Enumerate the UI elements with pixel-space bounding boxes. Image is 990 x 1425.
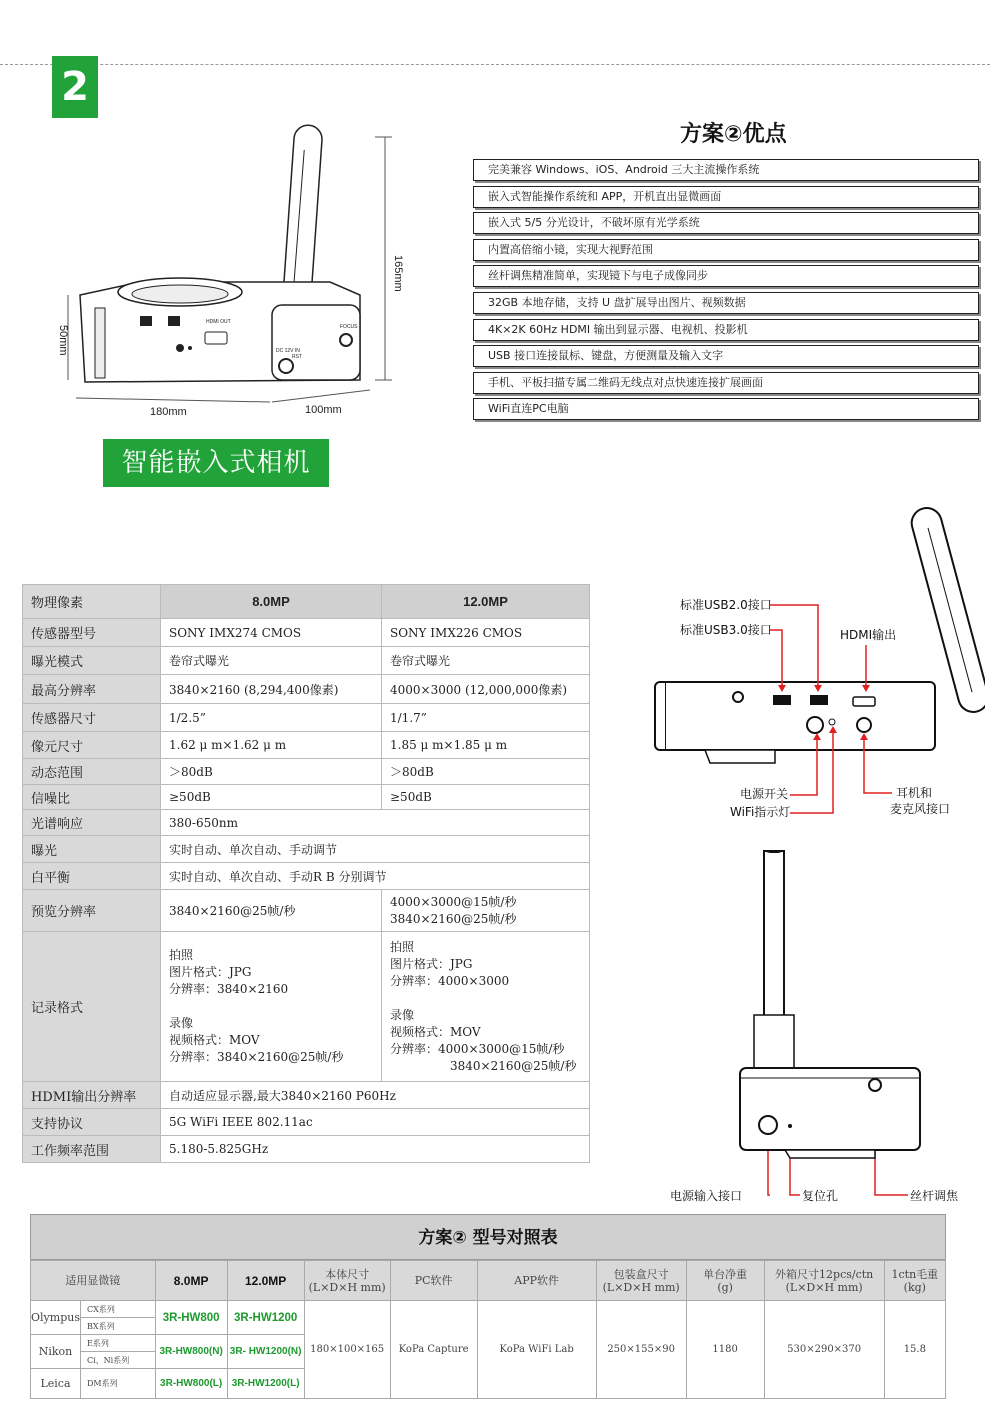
model-comparison bbox=[30, 1214, 946, 1399]
height-label: 165mm bbox=[392, 255, 404, 292]
spec-value: ＞80dB bbox=[382, 759, 590, 785]
header-12mp: 12.0MP bbox=[227, 1261, 304, 1301]
spec-header-12mp: 12.0MP bbox=[382, 585, 590, 619]
spec-value-line: 4000×3000@15帧/秒 bbox=[390, 894, 517, 909]
advantages-list bbox=[473, 159, 979, 425]
spec-value bbox=[161, 932, 382, 1082]
spec-label: 动态范围 bbox=[23, 759, 161, 785]
callout-usb3: 标准USB3.0接口 bbox=[680, 623, 772, 637]
callout-wifi-led: WiFi指示灯 bbox=[730, 805, 791, 819]
spec-value-line: 图片格式：JPG bbox=[390, 956, 473, 971]
callout-power-input: 电源输入接口 bbox=[670, 1189, 743, 1203]
callout-audio-line2: 麦克风接口 bbox=[890, 802, 951, 816]
callout-audio-line1: 耳机和 bbox=[896, 786, 933, 800]
spec-label: 工作频率范围 bbox=[23, 1136, 161, 1163]
spec-value bbox=[382, 890, 590, 932]
table-row bbox=[23, 759, 590, 785]
header-8mp: 8.0MP bbox=[155, 1261, 227, 1301]
brand-cell: Olympus bbox=[31, 1301, 81, 1335]
table-row bbox=[23, 1136, 590, 1163]
brand-cell: Nikon bbox=[31, 1335, 81, 1369]
rst-label: RST bbox=[292, 354, 302, 360]
spec-header-8mp: 8.0MP bbox=[161, 585, 382, 619]
width-label: 180mm bbox=[150, 406, 187, 418]
spec-value-line: 图片格式：JPG bbox=[169, 965, 252, 979]
spec-value: 5G WiFi IEEE 802.11ac bbox=[161, 1109, 590, 1136]
table-row bbox=[23, 1082, 590, 1109]
advantage-item: 丝杆调焦精准简单，实现镜下与电子成像同步 bbox=[473, 265, 979, 287]
header-line: 本体尺寸 bbox=[325, 1267, 370, 1281]
box-size-cell: 250×155×90 bbox=[596, 1301, 686, 1399]
table-row bbox=[23, 732, 590, 759]
spec-label: 记录格式 bbox=[23, 932, 161, 1082]
advantages-title: 方案②优点 bbox=[680, 122, 787, 147]
device-front-view bbox=[655, 682, 935, 750]
product-dimension-drawing bbox=[40, 110, 420, 430]
table-row bbox=[23, 863, 590, 890]
table-row bbox=[23, 810, 590, 836]
model-header-row bbox=[31, 1261, 946, 1301]
spec-value-line: 分辨率：4000×3000 bbox=[390, 973, 510, 988]
callout-power-switch: 电源开关 bbox=[740, 787, 789, 801]
spec-value: ≥50dB bbox=[382, 785, 590, 810]
header-gross-weight bbox=[884, 1261, 945, 1301]
table-row bbox=[23, 619, 590, 647]
header-body-size bbox=[304, 1261, 390, 1301]
spec-value: 1/1.7” bbox=[382, 704, 590, 732]
series-cell: E系列 bbox=[81, 1335, 156, 1352]
header-line: 外箱尺寸12pcs/ctn bbox=[775, 1267, 874, 1281]
pc-software-cell: KoPa Capture bbox=[390, 1301, 477, 1399]
spec-label: 像元尺寸 bbox=[23, 732, 161, 759]
port-callout-diagram bbox=[640, 495, 985, 1215]
advantage-item: 完美兼容 Windows、iOS、Android 三大主流操作系统 bbox=[473, 159, 979, 181]
table-row bbox=[23, 836, 590, 863]
model-8mp-cell: 3R-HW800(L) bbox=[155, 1369, 227, 1399]
length-label: 100mm bbox=[305, 404, 342, 416]
spec-value-line: 视频格式：MOV bbox=[390, 1024, 481, 1039]
spec-value: 自动适应显示器,最大3840×2160 P60Hz bbox=[161, 1082, 590, 1109]
spec-value: 实时自动、单次自动、手动R B 分别调节 bbox=[161, 863, 590, 890]
advantage-item: 4K×2K 60Hz HDMI 输出到显示器、电视机、投影机 bbox=[473, 319, 979, 341]
dc-label: DC 12V IN bbox=[276, 348, 300, 354]
advantage-item: 嵌入式 5/5 分光设计，不破坏原有光学系统 bbox=[473, 212, 979, 234]
model-table-title: 方案② 型号对照表 bbox=[30, 1214, 946, 1260]
header-line: 包装盒尺寸 bbox=[613, 1267, 669, 1281]
width-dimension-line bbox=[76, 398, 270, 402]
spec-value: SONY IMX226 CMOS bbox=[382, 619, 590, 647]
model-12mp-cell: 3R-HW1200 bbox=[227, 1301, 304, 1335]
spec-value-line: 分辨率：3840×2160@25帧/秒 bbox=[169, 1050, 344, 1064]
table-row bbox=[23, 647, 590, 675]
header-app: APP软件 bbox=[477, 1261, 596, 1301]
spec-value: ＞80dB bbox=[161, 759, 382, 785]
spec-value: 3840×2160@25帧/秒 bbox=[161, 890, 382, 932]
table-row bbox=[23, 675, 590, 704]
series-cell: CX系列 bbox=[81, 1301, 156, 1318]
header-box-size bbox=[596, 1261, 686, 1301]
spec-value: 卷帘式曝光 bbox=[161, 647, 382, 675]
spec-value-line: 录像 bbox=[169, 1016, 194, 1030]
callout-reset: 复位孔 bbox=[802, 1189, 839, 1203]
header-line: (g) bbox=[717, 1280, 733, 1294]
spec-value bbox=[382, 932, 590, 1082]
advantage-item: 内置高倍缩小镜，实现大视野范围 bbox=[473, 239, 979, 261]
table-row bbox=[23, 890, 590, 932]
model-12mp-cell: 3R-HW1200(L) bbox=[227, 1369, 304, 1399]
advantage-item: 32GB 本地存储，支持 U 盘扩展导出图片、视频数据 bbox=[473, 292, 979, 314]
table-row bbox=[23, 932, 590, 1082]
spec-value: ≥50dB bbox=[161, 785, 382, 810]
header-net-weight bbox=[686, 1261, 764, 1301]
brand-cell: Leica bbox=[31, 1369, 81, 1399]
spec-value: 3840×2160 (8,294,400像素) bbox=[161, 675, 382, 704]
table-row bbox=[23, 1109, 590, 1136]
series-cell: Ci、Ni系列 bbox=[81, 1352, 156, 1369]
spec-label: HDMI输出分辨率 bbox=[23, 1082, 161, 1109]
spec-value: 卷帘式曝光 bbox=[382, 647, 590, 675]
spec-value: 实时自动、单次自动、手动调节 bbox=[161, 836, 590, 863]
advantage-item: USB 接口连接鼠标、键盘，方便测量及输入文字 bbox=[473, 345, 979, 367]
gross-weight-cell: 15.8 bbox=[884, 1301, 945, 1399]
spec-label: 白平衡 bbox=[23, 863, 161, 890]
net-weight-cell: 1180 bbox=[686, 1301, 764, 1399]
spec-value-line: 3840×2160@25帧/秒 bbox=[390, 911, 517, 926]
spec-header-row bbox=[23, 585, 590, 619]
advantage-item: WiFi直连PC电脑 bbox=[473, 398, 979, 420]
spec-value: 1.62 μ m×1.62 μ m bbox=[161, 732, 382, 759]
dashed-divider bbox=[0, 64, 990, 65]
spec-value: 1.85 μ m×1.85 μ m bbox=[382, 732, 590, 759]
header-pc: PC软件 bbox=[390, 1261, 477, 1301]
spec-label: 传感器尺寸 bbox=[23, 704, 161, 732]
section-number-badge: 2 bbox=[52, 56, 98, 118]
product-title: 智能嵌入式相机 bbox=[103, 439, 329, 487]
hdmi-out-label: HDMI OUT bbox=[206, 319, 231, 325]
model-8mp-cell: 3R-HW800(N) bbox=[155, 1335, 227, 1369]
advantage-item: 手机、平板扫描专属二维码无线点对点快速连接扩展画面 bbox=[473, 372, 979, 394]
spec-label: 预览分辨率 bbox=[23, 890, 161, 932]
header-line: (L×D×H mm) bbox=[785, 1280, 863, 1294]
header-line: 单台净重 bbox=[703, 1267, 748, 1281]
spec-value: 4000×3000 (12,000,000像素) bbox=[382, 675, 590, 704]
model-8mp-cell: 3R-HW800 bbox=[155, 1301, 227, 1335]
spec-label: 传感器型号 bbox=[23, 619, 161, 647]
spec-value-line: 视频格式：MOV bbox=[169, 1033, 260, 1047]
header-line: (L×D×H mm) bbox=[602, 1280, 680, 1294]
spec-value-line: 录像 bbox=[390, 1007, 415, 1022]
callout-hdmi: HDMI输出 bbox=[840, 628, 897, 642]
table-row bbox=[23, 704, 590, 732]
header-line: 1ctn毛重 bbox=[891, 1267, 939, 1281]
length-dimension-line bbox=[272, 390, 370, 402]
spec-value-line: 分辨率：4000×3000@15帧/秒 bbox=[390, 1041, 565, 1056]
spec-label: 信噪比 bbox=[23, 785, 161, 810]
spec-value: 380-650nm bbox=[161, 810, 590, 836]
spec-label: 曝光 bbox=[23, 836, 161, 863]
model-table bbox=[30, 1260, 946, 1399]
header-line: (L×D×H mm) bbox=[308, 1280, 386, 1294]
header-outer-size bbox=[764, 1261, 884, 1301]
spec-label: 曝光模式 bbox=[23, 647, 161, 675]
spec-value-line: 拍照 bbox=[169, 948, 194, 962]
model-12mp-cell: 3R- HW1200(N) bbox=[227, 1335, 304, 1369]
series-cell: DM系列 bbox=[81, 1369, 156, 1399]
outer-size-cell: 530×290×370 bbox=[764, 1301, 884, 1399]
callout-usb2: 标准USB2.0接口 bbox=[680, 598, 772, 612]
spec-label: 最高分辨率 bbox=[23, 675, 161, 704]
table-row bbox=[31, 1301, 946, 1318]
spec-value: SONY IMX274 CMOS bbox=[161, 619, 382, 647]
header-microscope: 适用显微镜 bbox=[31, 1261, 156, 1301]
depth-label: 50mm bbox=[57, 325, 69, 356]
spec-header-label: 物理像素 bbox=[23, 585, 161, 619]
header-line: (kg) bbox=[903, 1280, 926, 1294]
spec-value-line: 分辨率：3840×2160 bbox=[169, 982, 289, 996]
table-row bbox=[23, 785, 590, 810]
app-software-cell: KoPa WiFi Lab bbox=[477, 1301, 596, 1399]
callout-focus: 丝杆调焦 bbox=[910, 1189, 959, 1203]
spec-value: 5.180-5.825GHz bbox=[161, 1136, 590, 1163]
focus-label: FOCUS bbox=[340, 324, 358, 330]
spec-value-line: 3840×2160@25帧/秒 bbox=[450, 1058, 577, 1073]
series-cell: BX系列 bbox=[81, 1318, 156, 1335]
advantage-item: 嵌入式智能操作系统和 APP，开机直出显微画面 bbox=[473, 186, 979, 208]
spec-label: 光谱响应 bbox=[23, 810, 161, 836]
spec-value: 1/2.5” bbox=[161, 704, 382, 732]
device-side-view bbox=[740, 1068, 920, 1150]
spec-value-line: 拍照 bbox=[390, 939, 415, 954]
spec-label: 支持协议 bbox=[23, 1109, 161, 1136]
spec-table bbox=[22, 584, 590, 1163]
body-size-cell: 180×100×165 bbox=[304, 1301, 390, 1399]
